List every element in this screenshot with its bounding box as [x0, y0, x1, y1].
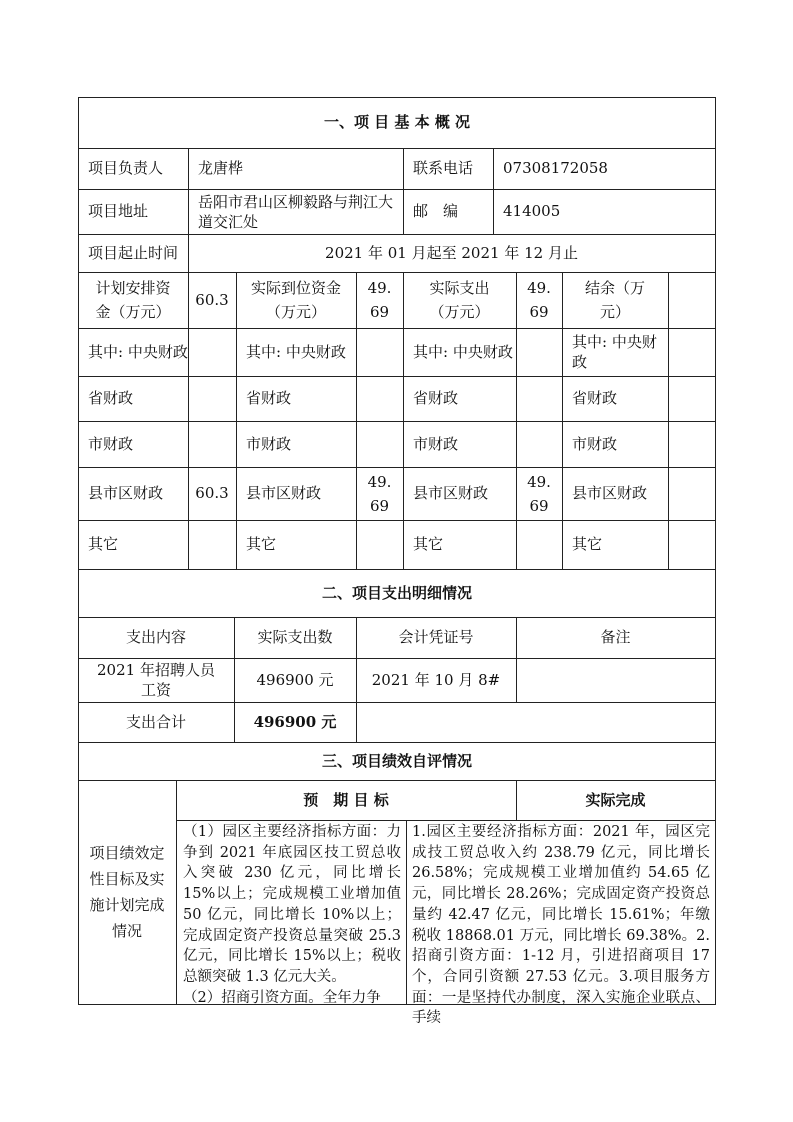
fund-row-0-c1: 其中: 中央财政 [88, 342, 188, 361]
fund-row-2-c4: 市财政 [572, 434, 618, 453]
fund-row-0-v1 [188, 328, 236, 376]
address-label: 项目地址 [88, 202, 149, 221]
actual-completion-text: 1.园区主要经济指标方面：2021 年，园区完成技工贸总收入约 238.79 亿元，同比增长 26.58%；完成规模工业增加值约 54.65 亿元，同比增长 28.26%；完成固定资产投资总量约 42.47 亿元，同比增长 15.61%；年缴税收 18868.01 万元，同比增长 69.38%。2.招商引资方面：1-12 月，引进招商项目 17 个，合同引资额 27.53 亿元。3.项目服务方面：一是坚持代办制度，深入实施企业联点、手续 [412, 824, 715, 1027]
fund-row-1-c3: 省财政 [413, 389, 459, 408]
balance-value [668, 272, 715, 328]
fund-row-0-c4: 其中: 中央财政 [572, 332, 657, 371]
fund-row-0-c2: 其中: 中央财政 [246, 342, 346, 361]
actual-header: 实际完成 [585, 790, 646, 809]
postcode-value: 414005 [503, 202, 561, 221]
fund-row-1-c2: 省财政 [246, 389, 292, 408]
expense-voucher: 2021 年 10 月 8# [371, 670, 501, 689]
period-label: 项目起止时间 [88, 243, 179, 262]
performance-side-label: 项目绩效定性目标及实施计划完成情况 [89, 844, 165, 940]
fund-row-1-c4: 省财政 [572, 389, 618, 408]
fund-row-3-c4: 县市区财政 [572, 484, 648, 503]
fund-row-4-v1 [188, 520, 236, 569]
expense-content: 2021 年招聘人员工资 [97, 661, 215, 699]
total-value: 496900 元 [253, 712, 337, 731]
fund-row-4-c1: 其它 [88, 535, 119, 554]
address-value: 岳阳市君山区柳毅路与荆江大道交汇处 [198, 192, 394, 231]
fund-row-4-c3: 其它 [413, 535, 444, 554]
fund-row-4-c4: 其它 [572, 535, 603, 554]
fund-row-3-v1: 60.3 [195, 484, 229, 503]
expense-amount: 496900 元 [256, 670, 334, 689]
planned-funds-value: 60.3 [195, 290, 229, 309]
fund-row-3-c2: 县市区财政 [246, 484, 322, 503]
fund-row-2-v2 [356, 421, 403, 467]
arrived-funds-label: 实际到位资金（万元） [250, 279, 341, 321]
phone-label: 联系电话 [413, 159, 474, 178]
leader-value: 龙唐桦 [198, 159, 244, 178]
fund-row-2-c3: 市财政 [413, 434, 459, 453]
fund-row-0-c3: 其中: 中央财政 [413, 342, 513, 361]
fund-row-3-v2: 49.69 [367, 472, 392, 515]
fund-row-2-v3 [516, 421, 562, 467]
fund-row-3-v3: 49.69 [527, 472, 551, 515]
fund-row-4-v2 [356, 520, 403, 569]
col-header-note: 备注 [600, 628, 631, 647]
col-header-amount: 实际支出数 [257, 628, 333, 647]
planned-funds-label: 计划安排资金（万元） [95, 279, 171, 321]
fund-row-0-v3 [516, 328, 562, 376]
fund-row-3-c1: 县市区财政 [88, 484, 164, 503]
fund-row-4-v4 [668, 520, 715, 569]
spent-funds-label: 实际支出（万元） [429, 279, 490, 321]
fund-row-1-v1 [188, 376, 236, 421]
col-header-voucher: 会计凭证号 [398, 628, 474, 647]
fund-row-2-v4 [668, 421, 715, 467]
leader-label: 项目负责人 [88, 159, 164, 178]
fund-row-4-c2: 其它 [246, 535, 277, 554]
period-value: 2021 年 01 月起至 2021 年 12 月止 [325, 243, 578, 262]
fund-row-0-v2 [356, 328, 403, 376]
arrived-funds-value: 49.69 [367, 279, 392, 321]
fund-row-2-c2: 市财政 [246, 434, 292, 453]
fund-row-2-v1 [188, 421, 236, 467]
expected-goals-text: （1）园区主要经济指标方面：力争到 2021 年底园区技工贸总收入突破 230 亿元，同比增长 15%以上；完成规模工业增加值 50 亿元，同比增长 10%以上；完成固定资产投资总量突破 25.3 亿元，同比增长 15%以上；税收总额突破 1.3 亿元大关。 （2）招商引资方面。全年力争 [183, 824, 401, 1006]
fund-row-4-v3 [516, 520, 562, 569]
fund-row-1-v2 [356, 376, 403, 421]
fund-row-1-v4 [668, 376, 715, 421]
spent-funds-value: 49.69 [527, 279, 551, 321]
fund-row-1-v3 [516, 376, 562, 421]
expense-note [516, 658, 715, 702]
postcode-label: 邮 编 [413, 202, 459, 221]
fund-row-3-v4 [668, 467, 715, 520]
section-1-title: 一、项 目 基 本 概 况 [323, 113, 471, 132]
fund-row-1-c1: 省财政 [88, 389, 134, 408]
fund-row-0-v4 [668, 328, 715, 376]
section-3-title: 三、项目绩效自评情况 [321, 751, 472, 770]
section-2-title: 二、项目支出明细情况 [321, 583, 472, 602]
total-label: 支出合计 [125, 712, 186, 731]
phone-value: 07308172058 [503, 159, 608, 178]
fund-row-2-c1: 市财政 [88, 434, 134, 453]
expected-header: 预 期 目 标 [303, 790, 389, 809]
fund-row-3-c3: 县市区财政 [413, 484, 489, 503]
col-header-content: 支出内容 [125, 628, 186, 647]
balance-label: 结余（万元） [584, 279, 645, 321]
